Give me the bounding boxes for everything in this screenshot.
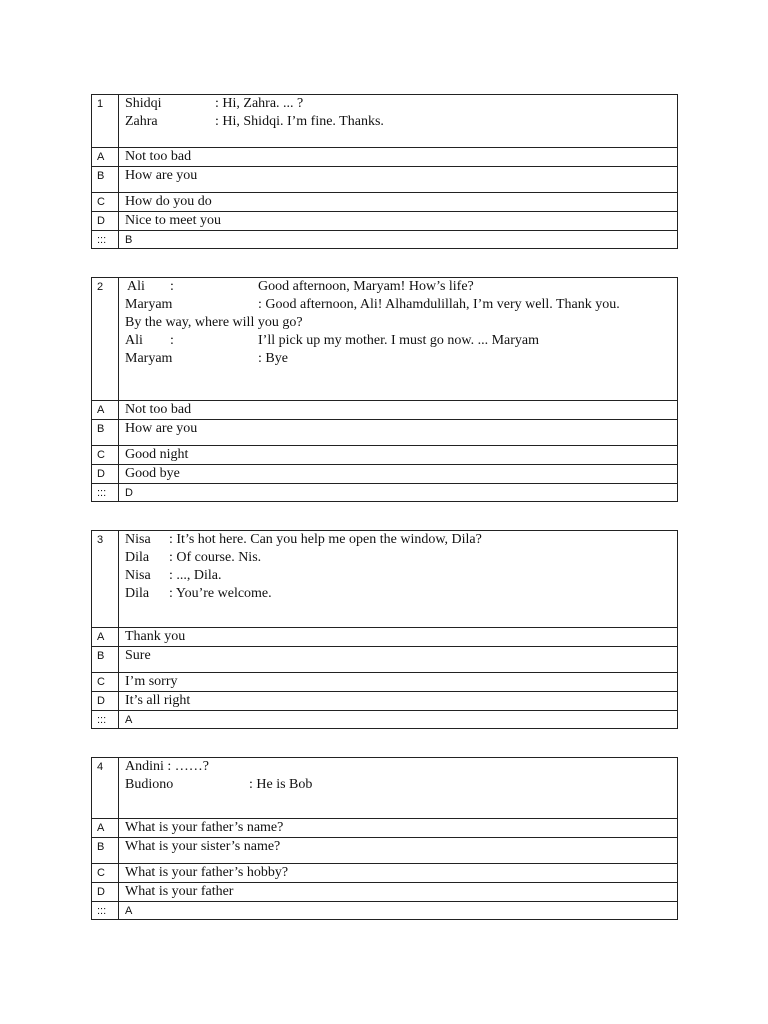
dialogue-line: Andini : ……? — [125, 759, 209, 774]
utterance: : It’s hot here. Can you help me open the window, Dila? — [169, 532, 482, 547]
question-number: 4 — [92, 758, 119, 819]
option-key: A — [92, 628, 119, 647]
utterance: : You’re welcome. — [169, 586, 272, 601]
option-key: B — [92, 420, 119, 446]
utterance: : Good afternoon, Ali! Alhamdulillah, I’m very well. Thank you. — [258, 297, 620, 312]
option-key: C — [92, 864, 119, 883]
question-dialogue — [119, 531, 678, 628]
speaker: Maryam — [125, 351, 173, 366]
option-text: Not too bad — [119, 148, 678, 167]
option-key: B — [92, 647, 119, 673]
utterance: : Hi, Zahra. ... ? — [215, 96, 304, 111]
question-dialogue — [119, 758, 678, 819]
option-text: Not too bad — [119, 401, 678, 420]
utterance: I’ll pick up my mother. I must go now. ... Maryam — [258, 333, 539, 348]
option-key: D — [92, 212, 119, 231]
option-key: B — [92, 167, 119, 193]
answer-marker: ::: — [92, 231, 119, 249]
option-key: B — [92, 838, 119, 864]
option-text: What is your father’s name? — [119, 819, 678, 838]
speaker: Nisa — [125, 532, 151, 547]
utterance: : ..., Dila. — [169, 568, 222, 583]
question-dialogue — [119, 278, 678, 401]
speaker: Zahra — [125, 114, 158, 129]
option-text: I’m sorry — [119, 673, 678, 692]
question-number: 3 — [92, 531, 119, 628]
speaker: Ali — [127, 279, 145, 294]
option-key: C — [92, 193, 119, 212]
question-3-table — [91, 530, 678, 729]
option-text: Thank you — [119, 628, 678, 647]
speaker: Nisa — [125, 568, 151, 583]
speaker: Ali — [125, 333, 143, 348]
question-number: 2 — [92, 278, 119, 401]
option-text: How do you do — [119, 193, 678, 212]
option-text: Sure — [119, 647, 678, 673]
speaker: Dila — [125, 586, 150, 601]
option-key: C — [92, 673, 119, 692]
answer-marker: ::: — [92, 902, 119, 920]
utterance: : Bye — [258, 351, 288, 366]
speaker: Dila — [125, 550, 150, 565]
utterance: : Of course. Nis. — [169, 550, 262, 565]
answer-marker: ::: — [92, 711, 119, 729]
option-text: Good bye — [119, 465, 678, 484]
question-4-table — [91, 757, 678, 920]
option-key: D — [92, 883, 119, 902]
question-2-table — [91, 277, 678, 502]
option-text: What is your father’s hobby? — [119, 864, 678, 883]
question-number: 1 — [92, 95, 119, 148]
question-dialogue — [119, 95, 678, 148]
answer-key: A — [119, 711, 678, 729]
speaker: Budiono — [125, 777, 174, 792]
option-text: How are you — [119, 420, 678, 446]
separator: : — [170, 279, 174, 294]
separator: : — [170, 333, 174, 348]
answer-key: B — [119, 231, 678, 249]
option-text: It’s all right — [119, 692, 678, 711]
option-text: How are you — [119, 167, 678, 193]
answer-marker: ::: — [92, 484, 119, 502]
option-key: C — [92, 446, 119, 465]
option-text: Nice to meet you — [119, 212, 678, 231]
dialogue-line: By the way, where will you go? — [125, 315, 303, 330]
utterance: : He is Bob — [249, 777, 313, 792]
option-key: D — [92, 465, 119, 484]
option-text: Good night — [119, 446, 678, 465]
option-key: A — [92, 148, 119, 167]
answer-key: A — [119, 902, 678, 920]
speaker: Maryam — [125, 297, 173, 312]
utterance: Good afternoon, Maryam! How’s life? — [258, 279, 474, 294]
option-text: What is your father — [119, 883, 678, 902]
question-1-table — [91, 94, 678, 249]
option-text: What is your sister’s name? — [119, 838, 678, 864]
option-key: A — [92, 819, 119, 838]
speaker: Shidqi — [125, 96, 162, 111]
option-key: A — [92, 401, 119, 420]
answer-key: D — [119, 484, 678, 502]
option-key: D — [92, 692, 119, 711]
utterance: : Hi, Shidqi. I’m fine. Thanks. — [215, 114, 384, 129]
